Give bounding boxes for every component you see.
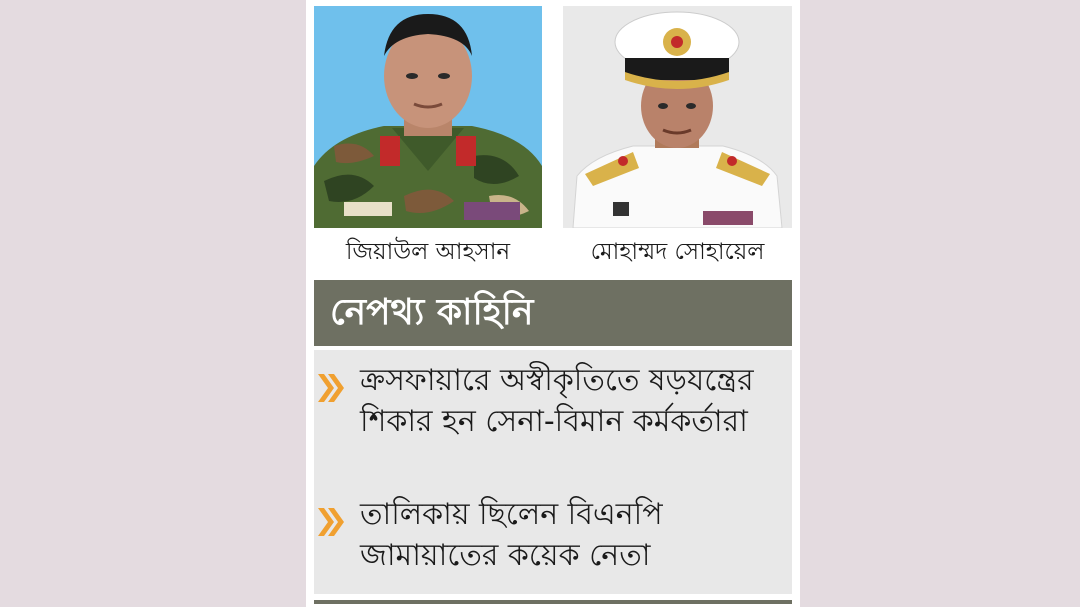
section-banner <box>314 280 792 346</box>
portrait-army-officer <box>314 6 542 228</box>
caption-army-officer: জিয়াউল আহসান <box>345 239 511 265</box>
caption-navy-officer: মোহাম্মদ সোহায়েল <box>590 239 765 265</box>
double-chevron-icon <box>316 372 346 404</box>
highlight-text: তালিকায় ছিলেন বিএনপি জামায়াতের কয়েক নেতা <box>360 497 663 573</box>
bottom-divider <box>314 600 792 604</box>
highlights-panel <box>314 350 792 594</box>
news-card <box>306 0 800 607</box>
banner-title: নেপথ্য কাহিনি <box>330 292 534 333</box>
portrait-navy-officer <box>563 6 792 228</box>
army-officer-photo <box>314 6 542 228</box>
double-chevron-icon <box>316 506 346 538</box>
highlight-text: ক্রসফায়ারে অস্বীকৃতিতে ষড়যন্ত্রের শিকার হন সেনা-বিমান কর্মকর্তারা <box>360 363 754 439</box>
navy-officer-photo <box>563 6 792 228</box>
